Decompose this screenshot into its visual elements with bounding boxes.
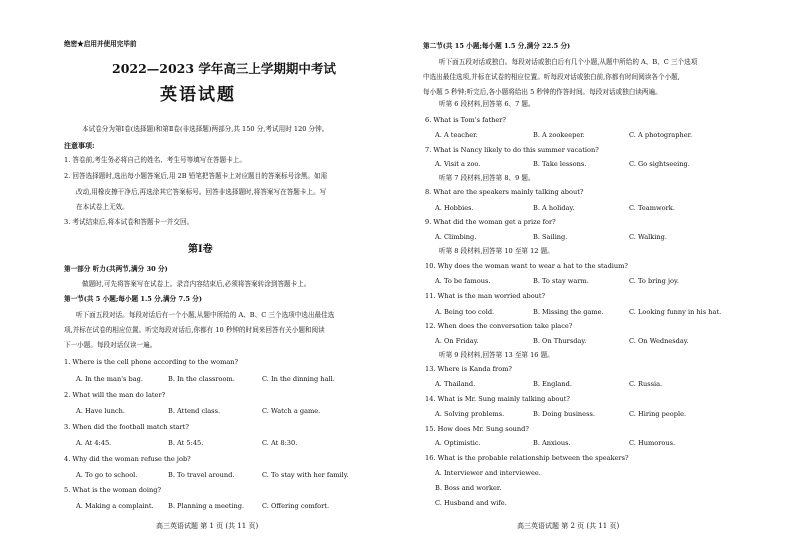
option-c: C. Go sightseeing. [629, 160, 690, 168]
option-c: C. To bring joy. [629, 277, 679, 285]
option-a: A. Optimistic. [435, 439, 481, 447]
option-c: C. Looking funny in his hat. [629, 308, 722, 316]
section2-heading: 第二节(共 15 小题;每小题 1.5 分,满分 22.5 分) [423, 42, 571, 50]
option-c: C. Husband and wife. [435, 499, 507, 507]
option-c: C. Walking. [629, 233, 667, 241]
option-c: C. Russia. [629, 380, 663, 388]
question-stem: 5. What is the woman doing? [64, 486, 162, 494]
section1-instruction-line1: 听下面五段对话。每段对话后有一个小题,从题中所给的 A、B、C 三个选项中选出最佳选 [76, 311, 335, 319]
option-b: B. A holiday. [533, 204, 575, 212]
option-b: B. England. [533, 380, 572, 388]
option-a: A. On Friday. [435, 337, 479, 345]
option-a: A. To be famous. [435, 277, 491, 285]
option-b: B. Doing business. [533, 410, 595, 418]
option-a: A. To go to school. [76, 471, 138, 479]
option-b: B. On Thursday. [533, 337, 587, 345]
notice-2-line1: 2. 回答选择题时,选出每小题答案后,用 2B 铅笔把答题卡上对应题目的答案标号涂黑。如需 [64, 172, 328, 180]
question-stem: 12. When does the conversation take place? [425, 322, 573, 330]
option-c: C. At 8:30. [262, 439, 298, 447]
option-b: B. At 5:45. [168, 439, 204, 447]
notice-1: 1. 答卷前,考生务必将自己的姓名、考生号等填写在答题卡上。 [64, 156, 246, 164]
option-b: B. Missing the game. [533, 308, 604, 316]
section2-instruction-line2: 中选出最佳选项,并标在试卷的相应位置。听每段对话或独白前,你都有时间阅读各个小题, [423, 73, 680, 81]
option-b: B. To travel around. [168, 471, 235, 479]
page-footer: 高三英语试题 第 2 页 (共 11 页) [517, 522, 620, 530]
option-b: B. A zookeeper. [533, 131, 585, 139]
subject-title: 英语试题 [160, 85, 236, 105]
option-a: A. Being too cold. [435, 308, 495, 316]
option-b: B. To stay warm. [533, 277, 589, 285]
option-c: C. Watch a game. [262, 407, 321, 415]
page-footer: 高三英语试题 第 1 页 (共 11 页) [156, 522, 259, 530]
option-c: C. Hiring people. [629, 410, 687, 418]
option-b: B. Planning a meeting. [168, 502, 245, 510]
option-b: B. Sailing. [533, 233, 568, 241]
part1-heading: 第一部分 听力(共两节,满分 30 分) [64, 265, 168, 273]
question-stem: 7. What is Nancy likely to do this summer vacation? [425, 146, 599, 154]
option-b: B. Take lessons. [533, 160, 587, 168]
secret-mark: 绝密★启用并使用完毕前 [64, 40, 137, 48]
question-stem: 1. Where is the cell phone according to the woman? [64, 358, 239, 366]
question-stem: 2. What will the man do later? [64, 391, 166, 399]
section2-instruction-line1: 听下面五段对话或独白。每段对话或独白后有几个小题,从题中所给的 A、B、C 三个选项 [439, 58, 698, 66]
option-c: C. Humorous. [629, 439, 676, 447]
part1-note: 做题时,可先将答案写在试卷上。录音内容结束后,必须将答案转涂到答题卡上。 [82, 280, 311, 288]
question-stem: 4. Why did the woman refuse the job? [64, 455, 191, 463]
option-a: A. Hobbies. [435, 204, 474, 212]
volume-title: 第Ⅰ卷 [188, 244, 213, 255]
option-a: A. Have lunch. [76, 407, 125, 415]
material-label: 听第 6 段材料,回答第 6、7 题。 [439, 100, 535, 108]
option-c: C. A photographer. [629, 131, 693, 139]
option-b: B. Boss and worker. [435, 484, 502, 492]
section1-instruction-line3: 下一小题。每段对话仅读一遍。 [64, 341, 157, 349]
material-label: 听第 8 段材料,回答第 10 至第 12 题。 [439, 247, 554, 255]
option-c: C. To stay with her family. [262, 471, 349, 479]
question-stem: 15. How does Mr. Sung sound? [425, 425, 529, 433]
notice-2-line3: 在本试卷上无效。 [76, 203, 129, 211]
exam-page-2 [397, 0, 794, 558]
question-stem: 9. What did the woman get a prize for? [425, 218, 556, 226]
question-stem: 16. What is the probable relationship between the speakers? [425, 454, 629, 462]
option-c: C. Teamwork. [629, 204, 675, 212]
option-c: C. On Wednesday. [629, 337, 689, 345]
option-b: B. In the classroom. [168, 375, 235, 383]
material-label: 听第 9 段材料,回答第 13 至第 16 题。 [439, 351, 554, 359]
question-stem: 14. What is Mr. Sung mainly talking about? [425, 395, 570, 403]
section1-instruction-line2: 项,并标在试卷的相应位置。听完每段对话后,你都有 10 秒钟的时间来回答有关小题和阅读 [64, 326, 325, 334]
option-a: A. Visit a zoo. [435, 160, 481, 168]
question-stem: 6. What is Tom's father? [425, 116, 506, 124]
option-b: B. Attend class. [168, 407, 221, 415]
notice-2-line2: 改动,用橡皮擦干净后,再选涂其它答案标号。回答非选择题时,将答案写在答题卡上。写 [76, 188, 327, 196]
notice-3: 3. 考试结束后,将本试卷和答题卡一并交回。 [64, 218, 194, 226]
option-a: A. Making a complaint. [76, 502, 154, 510]
question-stem: 8. What are the speakers mainly talking about? [425, 188, 584, 196]
option-a: A. In the man's bag. [76, 375, 143, 383]
option-c: C. Offering comfort. [262, 502, 330, 510]
option-a: A. Interviewer and interviewee. [435, 469, 541, 477]
option-a: A. At 4:45. [76, 439, 112, 447]
option-a: A. Climbing. [435, 233, 477, 241]
option-a: A. A teacher. [435, 131, 478, 139]
notice-heading: 注意事项: [64, 141, 95, 150]
section2-instruction-line3: 每小题 5 秒钟;听完后,各小题将给出 5 秒钟的作答时间。每段对话或独白读两遍。 [423, 88, 662, 96]
intro-text: 本试卷分为第Ⅰ卷(选择题)和第Ⅱ卷(非选择题)两部分,共 150 分,考试用时 120 分钟。 [82, 125, 329, 133]
option-b: B. Anxious. [533, 439, 571, 447]
section1-heading: 第一节(共 5 小题;每小题 1.5 分,满分 7.5 分) [64, 295, 202, 303]
question-stem: 10. Why does the woman want to wear a hat to the stadium? [425, 262, 628, 270]
option-a: A. Thailand. [435, 380, 476, 388]
exam-title: 2022—2023 学年高三上学期期中考试 [112, 61, 336, 76]
option-a: A. Solving problems. [435, 410, 505, 418]
material-label: 听第 7 段材料,回答第 8、9 题。 [439, 174, 535, 182]
question-stem: 3. When did the football match start? [64, 423, 189, 431]
option-c: C. In the dinning hall. [262, 375, 335, 383]
question-stem: 13. Where is Kanda from? [425, 365, 512, 373]
question-stem: 11. What is the man worried about? [425, 292, 546, 300]
